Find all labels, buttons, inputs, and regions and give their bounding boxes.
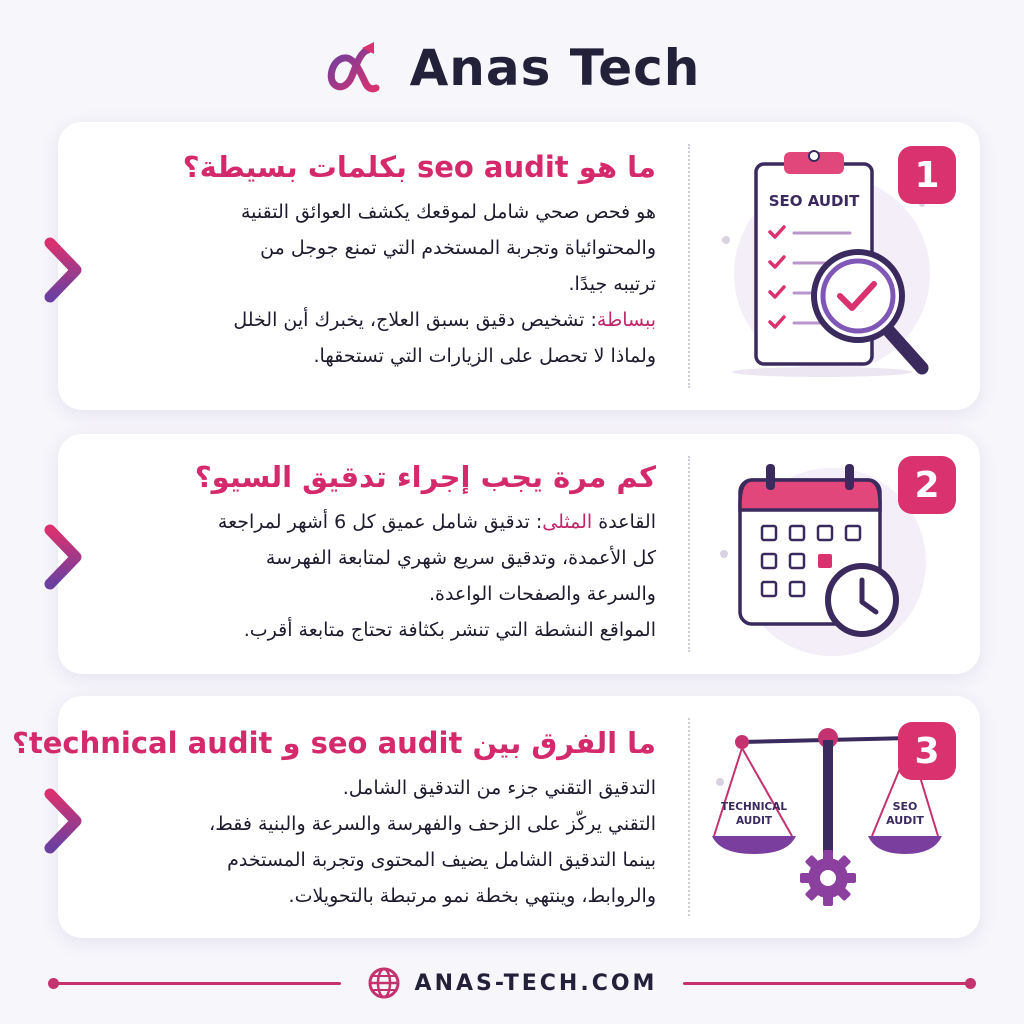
footer-line: [683, 982, 973, 985]
section-number-badge: 3: [898, 722, 956, 780]
divider: [688, 456, 690, 652]
body-line: هو فحص صحي شامل لموقعك يكشف العوائق التقنية: [240, 201, 656, 223]
body-line: [134, 504, 656, 540]
body-line: بينما التدقيق الشامل يضيف المحتوى وتجربة المستخدم: [227, 849, 656, 871]
scale-right-label: SEO: [892, 800, 918, 813]
body-line: المواقع النشطة التي تنشر بكثافة تحتاج متابعة أقرب.: [243, 619, 656, 641]
alpha-arrow-logo-icon: [324, 36, 388, 100]
body-line: ترتيبه جيدًا.: [568, 273, 656, 295]
chevron-right-icon: [42, 235, 86, 305]
section-text: [134, 146, 656, 374]
body-text: القاعدة: [592, 511, 656, 533]
body-line: والمحتوائياة وتجربة المستخدم التي تمنع جوجل من: [260, 237, 656, 259]
gear-icon: [800, 850, 856, 906]
website-link[interactable]: ANAS-TECH.COM: [414, 970, 658, 996]
body-line: والسرعة والصفحات الواعدة.: [428, 583, 656, 605]
highlight-word: المثلى: [542, 511, 593, 533]
highlight-word: ببساطة: [596, 309, 656, 331]
footer: [0, 958, 1024, 1008]
clipboard-label: SEO AUDIT: [768, 192, 860, 210]
header: [0, 28, 1024, 108]
section-card-2: [58, 434, 980, 674]
scale-left-label: AUDIT: [735, 815, 773, 827]
scale-right-label: AUDIT: [886, 814, 924, 827]
body-line: ولماذا لا تحصل على الزيارات التي تستحقها.: [313, 345, 656, 367]
body-text: : تدقيق شامل عميق كل 6 أشهر لمراجعة: [217, 511, 543, 533]
body-line: [134, 302, 656, 338]
section-number-badge: 1: [898, 146, 956, 204]
chevron-right-icon: [42, 786, 86, 856]
body-line: والروابط، وينتهي بخطة نمو مرتبطة بالتحويلات.: [288, 885, 656, 907]
section-card-3: [12, 696, 980, 938]
section-card-1: [58, 122, 980, 410]
section-title: ما الفرق بين seo audit و technical audit؟: [12, 726, 656, 760]
divider: [688, 718, 690, 916]
scale-left-label: TECHNICAL: [720, 801, 788, 813]
footer-line: [51, 982, 341, 985]
footer-website[interactable]: [367, 966, 658, 1000]
section-title: ما هو seo audit بكلمات بسيطة؟: [182, 150, 656, 184]
body-line: كل الأعمدة، وتدقيق سريع شهري لمتابعة الفهرسة: [265, 547, 656, 569]
brand-name: Anas Tech: [409, 39, 701, 97]
section-text: [134, 456, 656, 648]
section-number-badge: 2: [898, 456, 956, 514]
body-text: : تشخيص دقيق بسبق العلاج، يخبرك أين الخلل: [233, 309, 597, 331]
globe-icon: [367, 966, 401, 1000]
divider: [688, 144, 690, 388]
body-line: التدقيق التقني جزء من التدقيق الشامل.: [342, 777, 656, 799]
body-line: التقني يركّز على الزحف والفهرسة والسرعة والبنية فقط،: [209, 813, 656, 835]
chevron-right-icon: [42, 522, 86, 592]
section-title: كم مرة يجب إجراء تدقيق السيو؟: [194, 460, 656, 494]
section-text: [12, 722, 656, 914]
